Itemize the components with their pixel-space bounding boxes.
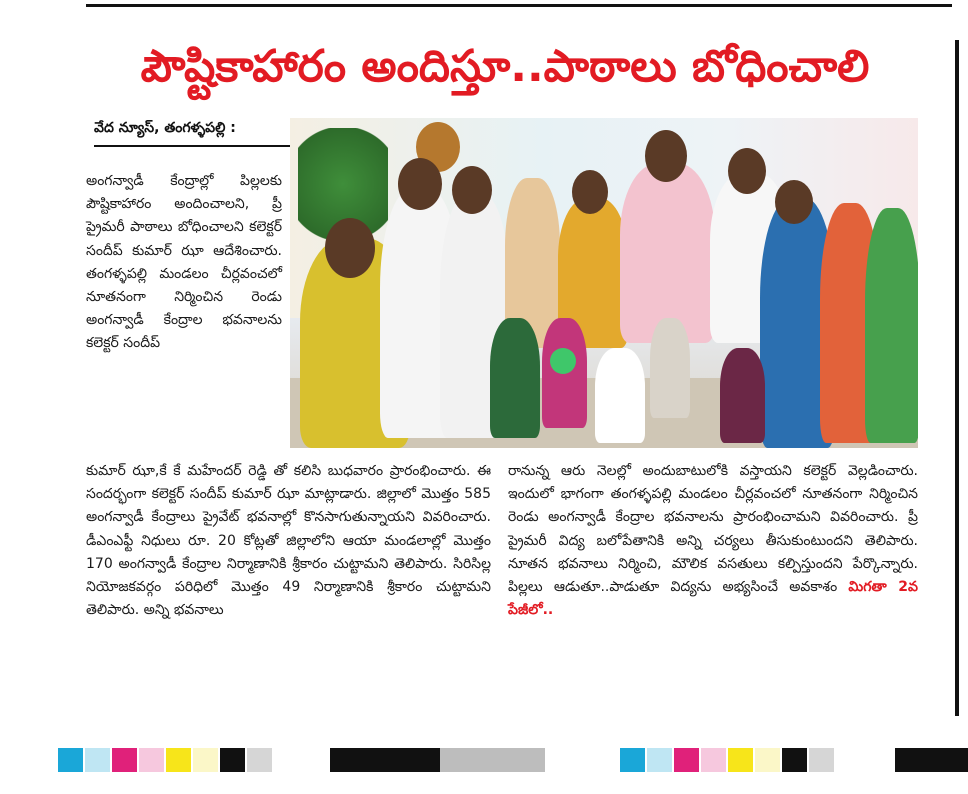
top-rule (86, 4, 952, 7)
person-head (572, 170, 608, 214)
article-paragraph-3-text: రానున్న ఆరు నెలల్లో అందుబాటులోకి వస్తాయని కలెక్టర్ వెల్లడించారు. ఇందులో భాగంగా తంగళ్ళపల్లి మండలం చీర్లవంచలో నూతనంగా నిర్మించిన రెండు అంగన్వాడీ కేంద్రాల భవనాలను ప్రారంభించామని వివరించారు. ప్రీ ప్రైమరీ విద్య బలోపేతానికి అన్ని చర్యలు తీసుకుంటుందని తెలిపారు. నూతన భవనాలు నిర్మించి, మౌలిక వసతులు కల్పిస్తుందని పేర్కొన్నారు. పిల్లలు ఆడుతూ..పాడుతూ విద్యను అభ్యసించే అవకాశం (508, 463, 918, 596)
dateline: వేద న్యూస్‌, తంగళ్ళపల్లి : (94, 120, 290, 147)
child (490, 318, 540, 438)
color-swatch (139, 748, 164, 772)
color-swatch (809, 748, 834, 772)
article-paragraph-2: కుమార్ ఝా,కే కే మహేందర్ రెడ్డి తో కలిసి బుధవారం ప్రారంభించారు. ఈ సందర్భంగా కలెక్టర్ సందీప్ కుమార్ ఝా మాట్లాడారు. జిల్లాలో మొత్తం 585 అంగన్వాడీ కేంద్రాలు ప్రైవేట్ భవనాల్లో కొనసాగుతున్నాయని వివరించారు. డీఎంఎఫ్టీ నిధులు రూ. 20 కోట్లతో జిల్లాలోని ఆయా మండలాల్లో మొత్తం 170 అంగన్వాడీ కేంద్రాల నిర్మాణానికి శ్రీకారం చుట్టామని తెలిపారు. సిరిసిల్ల నియోజకవర్గం పరిధిలో మొత్తం 49 నిర్మాణానికి శ్రీకారం చుట్టామని తెలిపారు. అన్ని భవనాలు (86, 463, 491, 619)
child (720, 348, 765, 443)
color-swatch (58, 748, 83, 772)
article-paragraph-1: అంగన్వాడీ కేంద్రాల్లో పిల్లలకు పౌష్టికాహారం అందించాలని, ప్రీ ప్రైమరీ పాఠాలు బోధించాలని కలెక్టర్ సందీప్ కుమార్ ఝా ఆదేశించారు. తంగళ్ళపల్లి మండలం చీర్లవంచలో నూతనంగా నిర్మించిన రెండు అంగన్వాడీ కేంద్రాల భవనాలను కలెక్టర్ సందీప్ (86, 173, 282, 352)
color-swatch (112, 748, 137, 772)
person-head (398, 158, 442, 210)
color-swatch (755, 748, 780, 772)
registration-gray-block (440, 748, 545, 772)
green-balloon (550, 348, 576, 374)
color-swatch (220, 748, 245, 772)
color-swatch (166, 748, 191, 772)
color-swatch (193, 748, 218, 772)
color-swatch (701, 748, 726, 772)
right-rule (955, 40, 959, 716)
person-head (325, 218, 375, 278)
color-swatch (782, 748, 807, 772)
registration-black-block (330, 748, 440, 772)
continued-on-page-2: మిగతా 2వ పేజీలో.. (508, 579, 918, 619)
news-photo (290, 118, 918, 448)
registration-black-block (895, 748, 968, 772)
child (650, 318, 690, 418)
article-paragraph-3 (508, 460, 918, 622)
color-swatch (247, 748, 272, 772)
color-swatch (85, 748, 110, 772)
person-head (452, 166, 492, 214)
person-head (728, 148, 766, 194)
person-collector-pink (620, 163, 715, 343)
color-swatch (674, 748, 699, 772)
headline: పౌష్టికాహారం అందిస్తూ..పాఠాలు బోధించాలి (140, 41, 870, 92)
color-swatch (728, 748, 753, 772)
person-head (775, 180, 813, 224)
person-head (645, 130, 687, 182)
color-swatch (647, 748, 672, 772)
color-swatch (620, 748, 645, 772)
person-woman-green-saree (865, 208, 918, 443)
child (595, 348, 645, 443)
